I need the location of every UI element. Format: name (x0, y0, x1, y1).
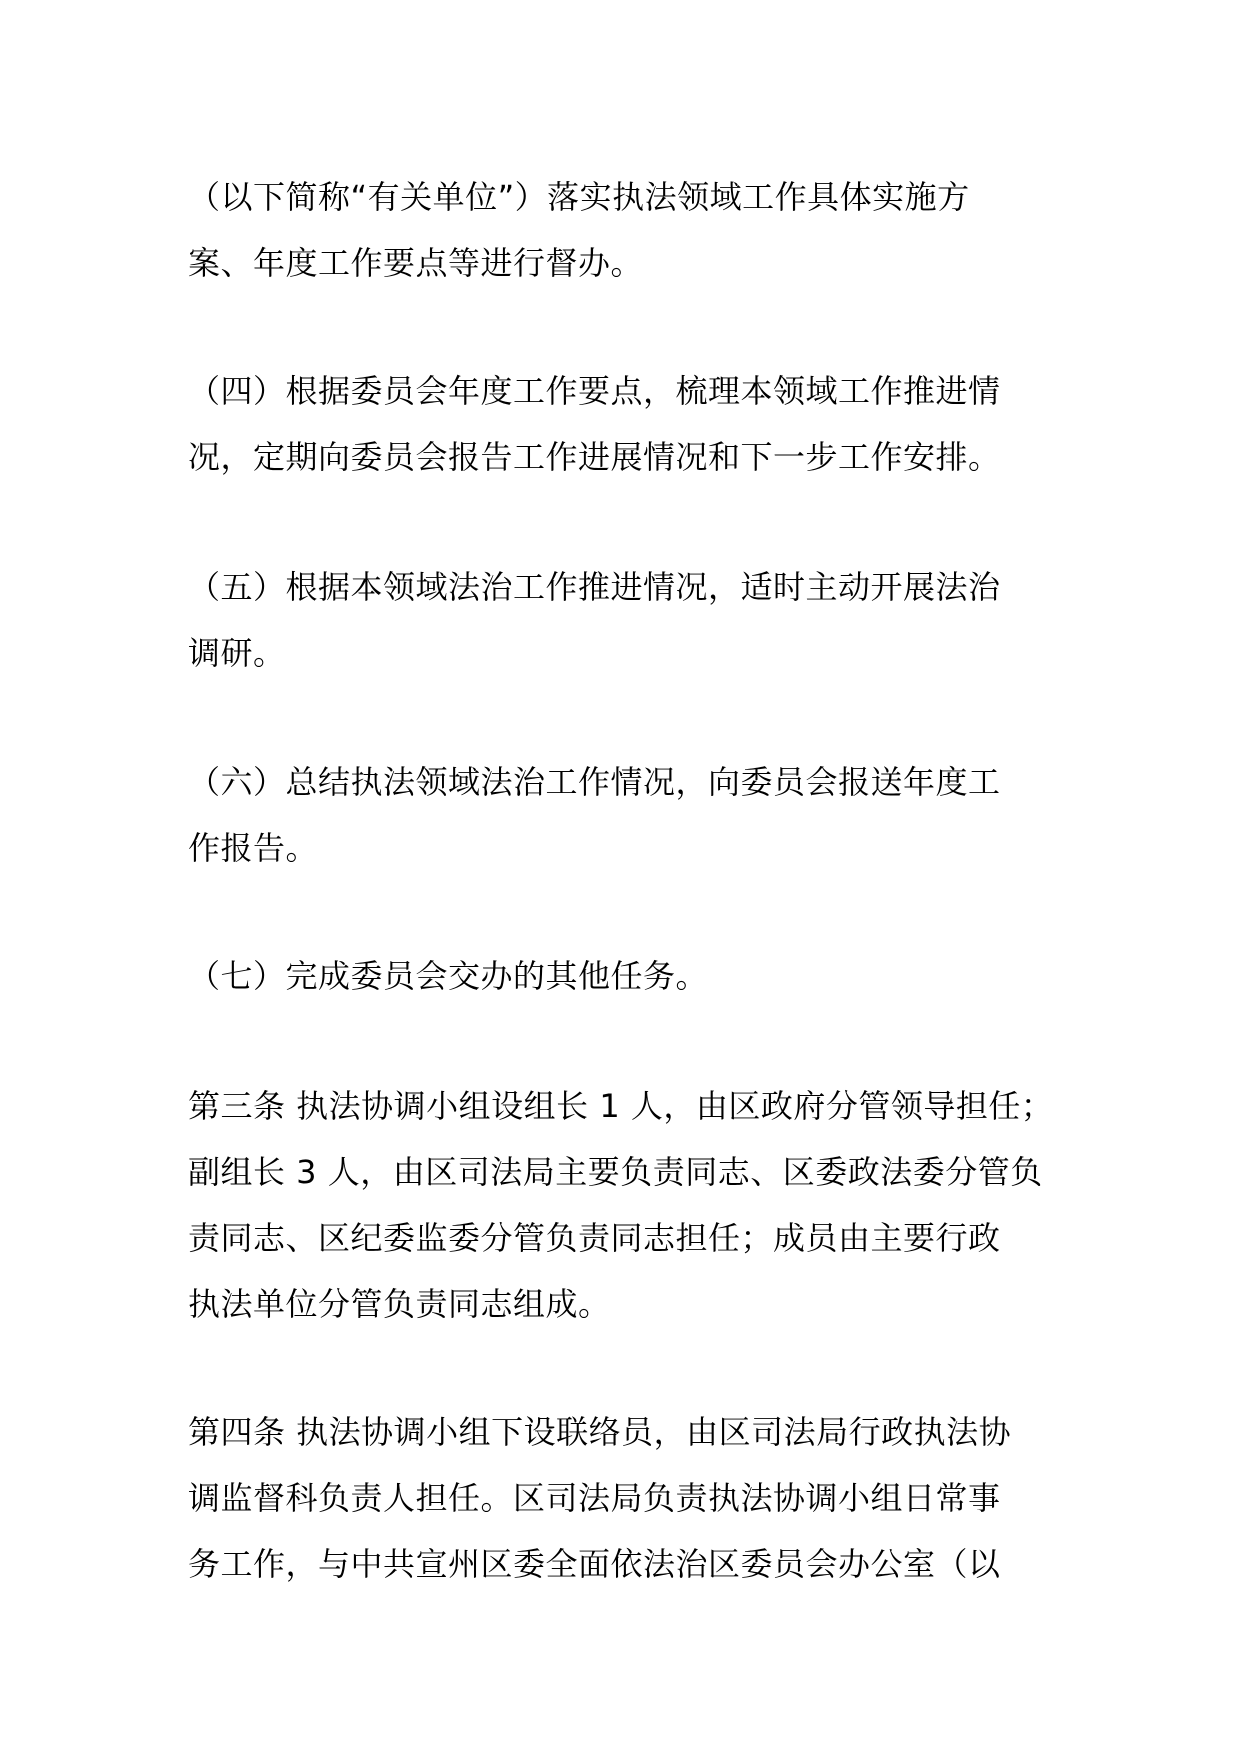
text-line: 执法单位分管负责同志组成。 (188, 1285, 611, 1323)
text-line: 况，定期向委员会报告工作进展情况和下一步工作安排。 (188, 438, 1001, 476)
paragraph-item-5 (188, 554, 1088, 686)
paragraph-item-7 (188, 943, 1088, 1009)
text-line: 调监督科负责人担任。区司法局负责执法协调小组日常事 (188, 1479, 1001, 1517)
text-line: 第三条 执法协调小组设组长 1 人，由区政府分管领导担任； (188, 1087, 1054, 1125)
text-line: 责同志、区纪委监委分管负责同志担任；成员由主要行政 (188, 1219, 1001, 1257)
text-line: 副组长 3 人，由区司法局主要负责同志、区委政法委分管负 (188, 1153, 1043, 1191)
text-line: （五）根据本领域法治工作推进情况，适时主动开展法治 (188, 568, 1001, 606)
text-line: 作报告。 (188, 829, 319, 867)
text-line: 案、年度工作要点等进行督办。 (188, 244, 644, 282)
text-line: （七）完成委员会交办的其他任务。 (188, 957, 709, 995)
paragraph-continuation (188, 164, 1088, 296)
paragraph-article-4 (188, 1399, 1088, 1597)
text-line: （以下简称“有关单位”）落实执法领域工作具体实施方 (188, 178, 970, 216)
paragraph-article-3 (188, 1073, 1088, 1337)
paragraph-item-4 (188, 358, 1088, 490)
text-line: 第四条 执法协调小组下设联络员，由区司法局行政执法协 (188, 1413, 1012, 1451)
text-line: （四）根据委员会年度工作要点，梳理本领域工作推进情 (188, 372, 1001, 410)
text-line: 务工作，与中共宣州区委全面依法治区委员会办公室（以 (188, 1545, 1001, 1583)
text-line: （六）总结执法领域法治工作情况，向委员会报送年度工 (188, 763, 1001, 801)
paragraph-item-6 (188, 749, 1088, 881)
text-line: 调研。 (188, 634, 286, 672)
